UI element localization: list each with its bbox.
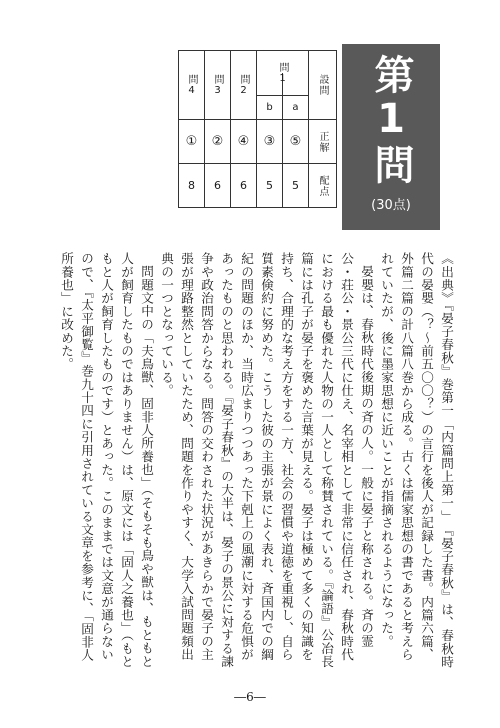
points-q4: 8 [188, 179, 195, 192]
problem-title-block [342, 44, 440, 230]
answer-q1b: ③ [263, 134, 276, 149]
question-2-label: 問2 [238, 73, 249, 97]
text-note-paragraph: 問題文中の「夫鳥獣、固非人所養也」（そもそも鳥や獣は、もともと人が飼育したものではありません）は、原文には「固人之養也」（もともと人が飼育したものです）とあった。このままでは文意が通らないので、『太平御覧』巻九十四に引用されている文章を参考に、「固非人所養也」に改めた。 [59, 252, 154, 669]
sub-label-a: a [292, 102, 299, 113]
answer-q3: ② [211, 134, 224, 149]
points-q1b: 5 [266, 179, 273, 192]
points-q3: 6 [214, 179, 221, 192]
problem-title: 第1問 [368, 54, 414, 186]
points-number: 30 [376, 198, 393, 213]
answer-q2: ④ [237, 134, 250, 149]
row-header-points: 配点 [317, 174, 328, 197]
answer-table [178, 50, 337, 208]
row-header-question: 設問 [317, 74, 328, 96]
sub-label-b: b [266, 102, 273, 113]
question-4-label: 問4 [186, 73, 197, 97]
answer-q4: ① [185, 134, 198, 149]
question-3-label: 問3 [212, 73, 223, 97]
page-number: ―6― [234, 690, 266, 704]
points-badge: (30点) [371, 198, 411, 213]
row-header-answer: 正解 [317, 130, 328, 153]
points-q2: 6 [240, 179, 247, 192]
answer-q1a: ⑤ [289, 134, 302, 149]
explanation-body [36, 252, 456, 672]
author-paragraph: 晏嬰は、春秋時代後期の斉の人。一般に晏子と称される。斉の霊公・荘公・景公三代に仕え、名宰相として非常に信任され、春秋時代における最も優れた人物の一人として称賛されている。『論語』公冶長篇には孔子が晏子を褒めた言葉が見える。晏子は極めて多くの知識を持ち、合理的な考え方をする一方、社会の習慣や道徳を重視し、自ら質素倹約に努めた。こうした彼の主張が景によく表れ、斉国内での綱紀の問題のほか、当時広まりつつあった下剋上の風潮に対する危惧があったものと思われる。『晏子春秋』の大半は、晏子の景公に対する諫争や政治問答からなる。問答の交わされた状況があきらかで晏子の主張が理路整然としていたため、問題を作りやすく、大学入試問題頻出典の一つとなっている。 [159, 252, 374, 669]
points-q1a: 5 [292, 179, 299, 192]
question-1-label: 問1 [277, 61, 288, 85]
points-unit: 点 [392, 198, 406, 213]
source-paragraph: 《出典》『晏子春秋』巻第一「内篇問上第一」 『晏子春秋』は、春秋時代の晏嬰（？～前五〇〇？）の言行を後人が記録した書。内篇六篇、外篇二篇の計八篇八巻から成る。古くは儒家思想の書であると考えられていたが、後に墨家思想に近いことが指摘されるようになった。 [379, 252, 454, 669]
